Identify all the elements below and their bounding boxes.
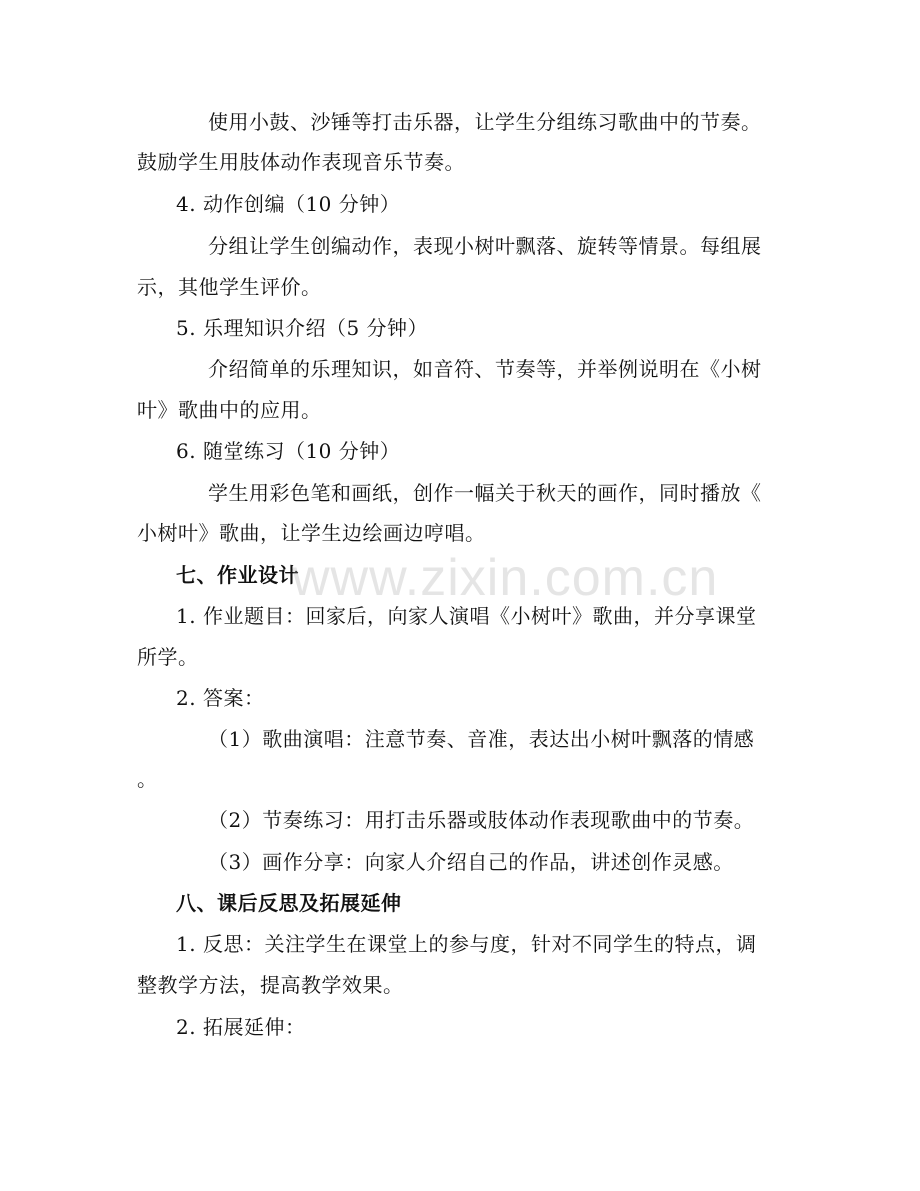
paragraph-line: 小树叶》歌曲，让学生边绘画边哼唱。 <box>137 521 486 545</box>
list-item-heading: 2. 拓展延伸： <box>176 1015 306 1039</box>
paragraph-line: 。 <box>137 767 158 791</box>
paragraph-line: 整教学方法，提高教学效果。 <box>137 973 404 997</box>
list-item-heading: 4. 动作创编（10 分钟） <box>176 192 401 216</box>
paragraph-line: 介绍简单的乐理知识，如音符、节奏等，并举例说明在《小树 <box>208 357 762 381</box>
paragraph-line: （3）画作分享：向家人介绍自己的作品，讲述创作灵感。 <box>208 850 734 874</box>
paragraph-line: 使用小鼓、沙锤等打击乐器，让学生分组练习歌曲中的节奏。 <box>208 110 762 134</box>
paragraph-line: （2）节奏练习：用打击乐器或肢体动作表现歌曲中的节奏。 <box>208 808 755 832</box>
watermark: www.zixin.com.cn <box>292 549 719 607</box>
paragraph-line: 示，其他学生评价。 <box>137 275 322 299</box>
paragraph-line: 鼓励学生用肢体动作表现音乐节奏。 <box>137 150 465 174</box>
section-heading: 八、课后反思及拓展延伸 <box>176 891 402 915</box>
paragraph-line: 分组让学生创编动作，表现小树叶飘落、旋转等情景。每组展 <box>208 234 762 258</box>
paragraph-line: 1. 作业题目：回家后，向家人演唱《小树叶》歌曲，并分享课堂 <box>176 604 757 628</box>
list-item-heading: 5. 乐理知识介绍（5 分钟） <box>176 316 429 340</box>
list-item-heading: 2. 答案： <box>176 686 265 710</box>
paragraph-line: （1）歌曲演唱：注意节奏、音准，表达出小树叶飘落的情感 <box>208 727 755 751</box>
paragraph-line: 所学。 <box>137 645 199 669</box>
section-heading: 七、作业设计 <box>176 563 299 587</box>
paragraph-line: 学生用彩色笔和画纸，创作一幅关于秋天的画作，同时播放《 <box>208 481 762 505</box>
paragraph-line: 叶》歌曲中的应用。 <box>137 398 322 422</box>
paragraph-line: 1. 反思：关注学生在课堂上的参与度，针对不同学生的特点，调 <box>176 932 757 956</box>
list-item-heading: 6. 随堂练习（10 分钟） <box>176 439 401 463</box>
